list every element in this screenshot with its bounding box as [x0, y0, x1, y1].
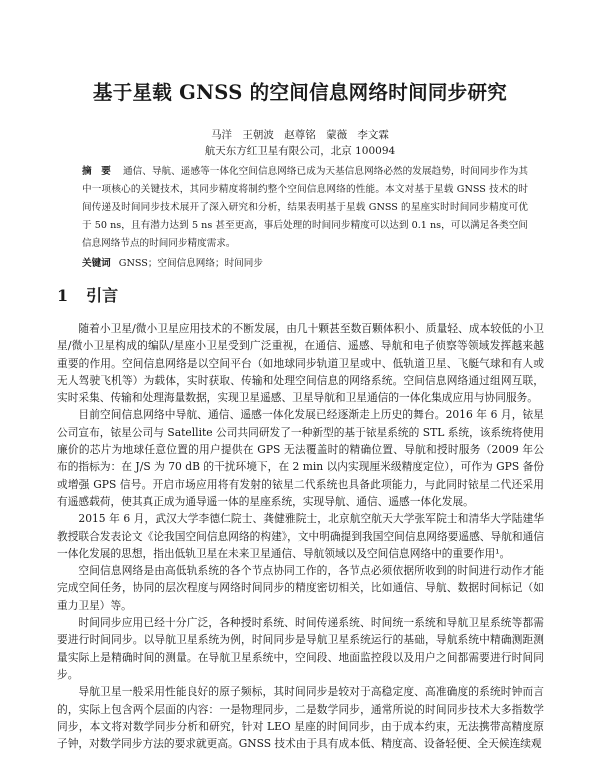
body-paragraph: 时间同步应用已经十分广泛，各种授时系统、时间传递系统、时间统一系统和导航卫星系统等都需要进行时间同步。以导航卫星系统为例，时间同步是导航卫星系统运行的基础，导航系统中精确测距测量实际上是精确时间的测量。在导航卫星系统中，空间段、地面监控段以及用户之间都需要进行时间同步。	[57, 616, 544, 681]
body-text	[57, 320, 544, 752]
abstract-label: 摘 要	[82, 166, 111, 177]
author-list: 马洋 王朝波 赵尊铭 蒙薇 李文霖	[211, 129, 389, 141]
body-paragraph: 随着小卫星/微小卫星应用技术的不断发展，由几十颗甚至数百颗体积小、质量轻、成本较低的小卫星/微小卫星构成的编队/星座小卫星受到广泛重视，在通信、遥感、导航和电子侦察等领域发挥越来越重要的作用。空间信息网络是以空间平台（如地球同步轨道卫星或中、低轨道卫星、飞艇气球和有人或无人驾驶飞机等）为载体，实时获取、传输和处理空间信息的网络系统。空间信息网络通过组网互联，实时采集、传输和处理海量数据，实现卫星遥感、卫星导航和卫星通信的一体化集成应用与协同服务。	[57, 322, 544, 405]
section-heading	[57, 283, 118, 306]
abstract-text: 通信、导航、遥感等一体化空间信息网络已成为天基信息网络必然的发展趋势，时间同步作为其中一项核心的关键技术，其同步精度将制约整个空间信息网络的性能。本文对基于星载 GNSS 技术的时间传递及时间同步技术展开了深入研究和分析，结果表明基于星载 GNSS 的星座实时时间同步精度可优于 50 ns，且有潜力达到 5 ns 甚至更高，事后处理的时间同步精度可以达到 0.1 ns，可以满足各类空间信息网络节点的时间同步精度需求。	[82, 166, 528, 249]
section-number: 1	[57, 286, 69, 305]
keywords-text: GNSS；空间信息网络；时间同步	[118, 258, 263, 269]
body-paragraph: 空间信息网络是由高低轨系统的各个节点协同工作的，各节点必须依据所收到的时间进行动作才能完成空间任务，协同的层次程度与网络时间同步的精度密切相关，比如通信、导航、数据时间标记（如重力卫星）等。	[57, 564, 544, 612]
section-title: 引言	[86, 286, 119, 305]
abstract	[82, 163, 528, 253]
paper-title: 基于星载 GNSS 的空间信息网络时间同步研究	[92, 81, 508, 104]
affiliation: 航天东方红卫星有限公司，北京 100094	[204, 145, 396, 157]
body-paragraph: 导航卫星一般采用性能良好的原子频标，其时间同步是较对于高稳定度、高准确度的系统时钟而言的，实际上包含两个层面的内容：一是物理同步，二是数学同步，通常所说的时间同步技术大多指数学同步，本文将对数学同步分析和研究，针对 LEO 星座的时间同步，由于成本约束，无法携带高精度原子钟，对数学同步方法的要求就更高。GNSS 技术由于具有成本低、精度高、设备轻便、全天候连续观	[57, 685, 544, 751]
keywords-label: 关键词	[82, 258, 111, 269]
keywords	[82, 255, 528, 273]
body-paragraph: 目前空间信息网络中导航、通信、遥感一体化发展已经逐渐走上历史的舞台。2016 年 6 月，铱星公司宣布，铱星公司与 Satellite 公司共同研发了一种新型的基于铱星系统的 STL 系统，该系统将使用廉价的芯片为地球任意位置的用户提供在 GPS 无法覆盖时的精确位置、导航和授时服务（2009 年公布的指标为：在 J/S 为 70 dB 的干扰环境下，在 2 min 以内实现厘米级精度定位），可作为 GPS 备份或增强 GPS 信号。开启市场应用将有发射的铱星二代系统也具备此项能力，与此同时铱星二代还采用有遥感载荷，使其真正成为通导遥一体的星座系统，实现导航、通信、遥感一体化发展。	[57, 408, 544, 508]
body-paragraph: 2015 年 6 月，武汉大学李德仁院士、龚健雅院士，北京航空航天大学张军院士和清华大学陆建华教授联合发表论文《论我国空间信息网络的构建》，文中明确提到我国空间信息网络要遥感、导航和通信一体化发展的思想，指出低轨卫星在未来卫星通信、导航领域以及空间信息网络中的重要作用¹。	[57, 512, 544, 560]
